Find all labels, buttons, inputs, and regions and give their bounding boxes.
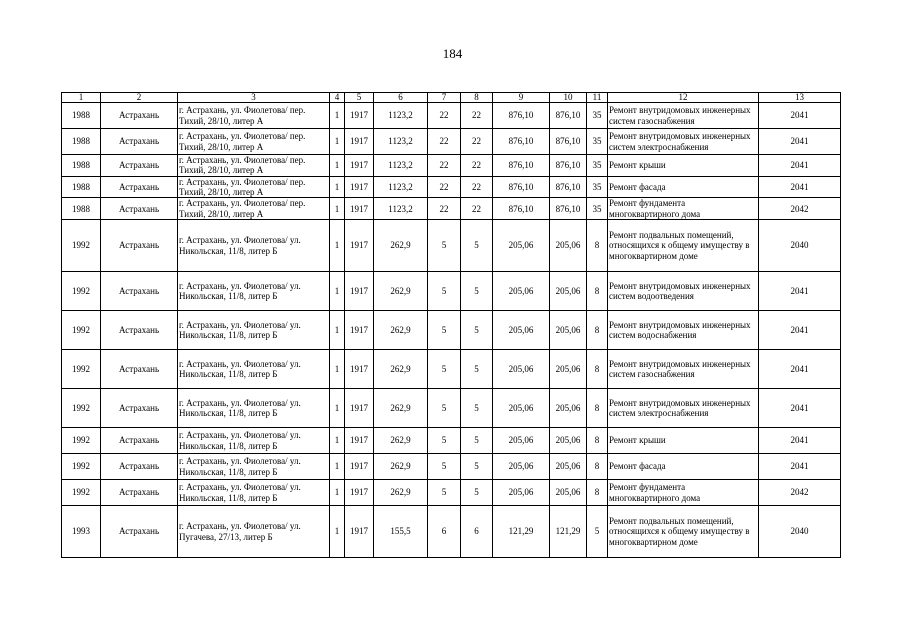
col4-cell: 1 xyxy=(330,103,345,129)
col8-cell: 22 xyxy=(461,129,493,155)
col4-cell: 1 xyxy=(330,428,345,454)
year-cell: 1917 xyxy=(345,428,374,454)
municipality-cell: Астрахань xyxy=(101,176,178,198)
work-type-cell: Ремонт внутридомовых инженерных систем газоснабжения xyxy=(608,103,759,129)
column-number-row xyxy=(62,93,841,103)
col4-cell: 1 xyxy=(330,272,345,311)
col10-cell: 876,10 xyxy=(550,198,587,220)
col9-cell: 205,06 xyxy=(493,428,550,454)
col9-cell: 205,06 xyxy=(493,220,550,272)
municipality-cell: Астрахань xyxy=(101,480,178,506)
col4-cell: 1 xyxy=(330,506,345,558)
col4-cell: 1 xyxy=(330,198,345,220)
column-header: 12 xyxy=(608,93,759,103)
col8-cell: 6 xyxy=(461,506,493,558)
planned-year-cell: 2041 xyxy=(759,103,841,129)
col8-cell: 5 xyxy=(461,220,493,272)
col10-cell: 876,10 xyxy=(550,103,587,129)
col8-cell: 22 xyxy=(461,198,493,220)
col7-cell: 5 xyxy=(428,480,461,506)
municipality-cell: Астрахань xyxy=(101,311,178,350)
address-cell: г. Астрахань, ул. Фиолетова/ ул. Никольская, 11/8, литер Б xyxy=(178,220,330,272)
address-cell: г. Астрахань, ул. Фиолетова/ ул. Никольская, 11/8, литер Б xyxy=(178,311,330,350)
col8-cell: 5 xyxy=(461,428,493,454)
col4-cell: 1 xyxy=(330,176,345,198)
year-cell: 1917 xyxy=(345,103,374,129)
col7-cell: 22 xyxy=(428,198,461,220)
address-cell: г. Астрахань, ул. Фиолетова/ ул. Никольская, 11/8, литер Б xyxy=(178,454,330,480)
area-cell: 262,9 xyxy=(374,311,428,350)
col9-cell: 205,06 xyxy=(493,272,550,311)
col10-cell: 205,06 xyxy=(550,389,587,428)
record-number-cell: 1988 xyxy=(62,129,101,155)
year-cell: 1917 xyxy=(345,480,374,506)
municipality-cell: Астрахань xyxy=(101,389,178,428)
column-header: 13 xyxy=(759,93,841,103)
work-type-cell: Ремонт фасада xyxy=(608,176,759,198)
planned-year-cell: 2041 xyxy=(759,350,841,389)
col7-cell: 22 xyxy=(428,129,461,155)
col9-cell: 205,06 xyxy=(493,454,550,480)
col7-cell: 5 xyxy=(428,389,461,428)
address-cell: г. Астрахань, ул. Фиолетова/ ул. Пугачева, 27/13, литер Б xyxy=(178,506,330,558)
work-type-cell: Ремонт крыши xyxy=(608,155,759,177)
address-cell: г. Астрахань, ул. Фиолетова/ ул. Никольская, 11/8, литер Б xyxy=(178,389,330,428)
year-cell: 1917 xyxy=(345,176,374,198)
col11-cell: 35 xyxy=(587,155,608,177)
table-row xyxy=(62,103,841,129)
col9-cell: 205,06 xyxy=(493,311,550,350)
year-cell: 1917 xyxy=(345,198,374,220)
col9-cell: 205,06 xyxy=(493,350,550,389)
address-cell: г. Астрахань, ул. Фиолетова/ пер. Тихий, 28/10, литер А xyxy=(178,155,330,177)
area-cell: 1123,2 xyxy=(374,198,428,220)
municipality-cell: Астрахань xyxy=(101,155,178,177)
record-number-cell: 1992 xyxy=(62,389,101,428)
year-cell: 1917 xyxy=(345,129,374,155)
table-row xyxy=(62,428,841,454)
area-cell: 262,9 xyxy=(374,350,428,389)
column-header: 6 xyxy=(374,93,428,103)
year-cell: 1917 xyxy=(345,220,374,272)
address-cell: г. Астрахань, ул. Фиолетова/ ул. Никольская, 11/8, литер Б xyxy=(178,480,330,506)
address-cell: г. Астрахань, ул. Фиолетова/ пер. Тихий, 28/10, литер А xyxy=(178,176,330,198)
area-cell: 262,9 xyxy=(374,220,428,272)
col7-cell: 5 xyxy=(428,272,461,311)
page-number: 184 xyxy=(442,46,463,61)
work-type-cell: Ремонт подвальных помещений, относящихся к общему имуществу в многоквартирном доме xyxy=(608,220,759,272)
col10-cell: 205,06 xyxy=(550,480,587,506)
planned-year-cell: 2041 xyxy=(759,155,841,177)
col7-cell: 22 xyxy=(428,176,461,198)
work-type-cell: Ремонт фасада xyxy=(608,454,759,480)
col11-cell: 35 xyxy=(587,103,608,129)
col8-cell: 22 xyxy=(461,176,493,198)
col9-cell: 205,06 xyxy=(493,389,550,428)
table-row xyxy=(62,176,841,198)
col7-cell: 22 xyxy=(428,103,461,129)
area-cell: 1123,2 xyxy=(374,103,428,129)
year-cell: 1917 xyxy=(345,454,374,480)
record-number-cell: 1992 xyxy=(62,272,101,311)
year-cell: 1917 xyxy=(345,506,374,558)
col9-cell: 876,10 xyxy=(493,103,550,129)
planned-year-cell: 2042 xyxy=(759,480,841,506)
record-number-cell: 1992 xyxy=(62,350,101,389)
col4-cell: 1 xyxy=(330,155,345,177)
planned-year-cell: 2041 xyxy=(759,389,841,428)
planned-year-cell: 2040 xyxy=(759,506,841,558)
col10-cell: 205,06 xyxy=(550,428,587,454)
municipality-cell: Астрахань xyxy=(101,129,178,155)
year-cell: 1917 xyxy=(345,389,374,428)
planned-year-cell: 2041 xyxy=(759,311,841,350)
work-type-cell: Ремонт фундамента многоквартирного дома xyxy=(608,480,759,506)
planned-year-cell: 2041 xyxy=(759,428,841,454)
table-row xyxy=(62,506,841,558)
work-type-cell: Ремонт внутридомовых инженерных систем электроснабжения xyxy=(608,389,759,428)
municipality-cell: Астрахань xyxy=(101,454,178,480)
col10-cell: 205,06 xyxy=(550,311,587,350)
year-cell: 1917 xyxy=(345,155,374,177)
table-row xyxy=(62,480,841,506)
record-number-cell: 1992 xyxy=(62,311,101,350)
col11-cell: 8 xyxy=(587,389,608,428)
col7-cell: 5 xyxy=(428,311,461,350)
col10-cell: 876,10 xyxy=(550,155,587,177)
record-number-cell: 1992 xyxy=(62,480,101,506)
column-header: 1 xyxy=(62,93,101,103)
record-number-cell: 1988 xyxy=(62,155,101,177)
planned-year-cell: 2041 xyxy=(759,272,841,311)
work-type-cell: Ремонт внутридомовых инженерных систем электроснабжения xyxy=(608,129,759,155)
address-cell: г. Астрахань, ул. Фиолетова/ ул. Никольская, 11/8, литер Б xyxy=(178,272,330,311)
col10-cell: 121,29 xyxy=(550,506,587,558)
record-number-cell: 1988 xyxy=(62,103,101,129)
address-cell: г. Астрахань, ул. Фиолетова/ пер. Тихий, 28/10, литер А xyxy=(178,103,330,129)
year-cell: 1917 xyxy=(345,311,374,350)
col7-cell: 6 xyxy=(428,506,461,558)
year-cell: 1917 xyxy=(345,350,374,389)
municipality-cell: Астрахань xyxy=(101,198,178,220)
col4-cell: 1 xyxy=(330,220,345,272)
column-header: 2 xyxy=(101,93,178,103)
municipality-cell: Астрахань xyxy=(101,272,178,311)
municipality-cell: Астрахань xyxy=(101,350,178,389)
col8-cell: 5 xyxy=(461,311,493,350)
col11-cell: 5 xyxy=(587,506,608,558)
planned-year-cell: 2040 xyxy=(759,220,841,272)
col10-cell: 205,06 xyxy=(550,454,587,480)
col7-cell: 5 xyxy=(428,350,461,389)
col9-cell: 876,10 xyxy=(493,176,550,198)
col8-cell: 5 xyxy=(461,480,493,506)
table-row xyxy=(62,454,841,480)
work-type-cell: Ремонт фундамента многоквартирного дома xyxy=(608,198,759,220)
col4-cell: 1 xyxy=(330,454,345,480)
col10-cell: 205,06 xyxy=(550,272,587,311)
table-row xyxy=(62,129,841,155)
col4-cell: 1 xyxy=(330,129,345,155)
col7-cell: 5 xyxy=(428,220,461,272)
municipality-cell: Астрахань xyxy=(101,428,178,454)
record-number-cell: 1992 xyxy=(62,454,101,480)
col10-cell: 876,10 xyxy=(550,176,587,198)
col4-cell: 1 xyxy=(330,480,345,506)
col11-cell: 8 xyxy=(587,311,608,350)
col10-cell: 205,06 xyxy=(550,350,587,389)
column-header: 11 xyxy=(587,93,608,103)
planned-year-cell: 2041 xyxy=(759,454,841,480)
column-header: 3 xyxy=(178,93,330,103)
col4-cell: 1 xyxy=(330,311,345,350)
municipality-cell: Астрахань xyxy=(101,506,178,558)
col9-cell: 876,10 xyxy=(493,155,550,177)
area-cell: 262,9 xyxy=(374,272,428,311)
column-header: 10 xyxy=(550,93,587,103)
planned-year-cell: 2041 xyxy=(759,176,841,198)
work-type-cell: Ремонт подвальных помещений, относящихся к общему имуществу в многоквартирном доме xyxy=(608,506,759,558)
area-cell: 1123,2 xyxy=(374,129,428,155)
col7-cell: 5 xyxy=(428,428,461,454)
column-header: 7 xyxy=(428,93,461,103)
col8-cell: 5 xyxy=(461,389,493,428)
record-number-cell: 1988 xyxy=(62,198,101,220)
table-row xyxy=(62,350,841,389)
record-number-cell: 1993 xyxy=(62,506,101,558)
col11-cell: 8 xyxy=(587,350,608,389)
record-number-cell: 1988 xyxy=(62,176,101,198)
table-row xyxy=(62,198,841,220)
municipality-cell: Астрахань xyxy=(101,103,178,129)
area-cell: 262,9 xyxy=(374,389,428,428)
area-cell: 155,5 xyxy=(374,506,428,558)
area-cell: 262,9 xyxy=(374,480,428,506)
col4-cell: 1 xyxy=(330,389,345,428)
year-cell: 1917 xyxy=(345,272,374,311)
work-type-cell: Ремонт крыши xyxy=(608,428,759,454)
area-cell: 262,9 xyxy=(374,454,428,480)
col8-cell: 5 xyxy=(461,350,493,389)
col11-cell: 8 xyxy=(587,428,608,454)
record-number-cell: 1992 xyxy=(62,220,101,272)
col9-cell: 121,29 xyxy=(493,506,550,558)
column-header: 5 xyxy=(345,93,374,103)
col11-cell: 35 xyxy=(587,198,608,220)
address-cell: г. Астрахань, ул. Фиолетова/ пер. Тихий, 28/10, литер А xyxy=(178,198,330,220)
table-row xyxy=(62,311,841,350)
col10-cell: 205,06 xyxy=(550,220,587,272)
col8-cell: 22 xyxy=(461,103,493,129)
col7-cell: 22 xyxy=(428,155,461,177)
col8-cell: 22 xyxy=(461,155,493,177)
col9-cell: 876,10 xyxy=(493,129,550,155)
col11-cell: 35 xyxy=(587,129,608,155)
col11-cell: 8 xyxy=(587,480,608,506)
col9-cell: 205,06 xyxy=(493,480,550,506)
col11-cell: 8 xyxy=(587,272,608,311)
table-row xyxy=(62,220,841,272)
column-header: 9 xyxy=(493,93,550,103)
column-header: 8 xyxy=(461,93,493,103)
area-cell: 1123,2 xyxy=(374,176,428,198)
col11-cell: 8 xyxy=(587,220,608,272)
work-type-cell: Ремонт внутридомовых инженерных систем газоснабжения xyxy=(608,350,759,389)
municipality-cell: Астрахань xyxy=(101,220,178,272)
col11-cell: 35 xyxy=(587,176,608,198)
col8-cell: 5 xyxy=(461,272,493,311)
planned-year-cell: 2041 xyxy=(759,129,841,155)
table-row xyxy=(62,155,841,177)
address-cell: г. Астрахань, ул. Фиолетова/ пер. Тихий, 28/10, литер А xyxy=(178,129,330,155)
area-cell: 262,9 xyxy=(374,428,428,454)
registry-table xyxy=(61,92,841,558)
col10-cell: 876,10 xyxy=(550,129,587,155)
work-type-cell: Ремонт внутридомовых инженерных систем водоснабжения xyxy=(608,311,759,350)
col4-cell: 1 xyxy=(330,350,345,389)
col11-cell: 8 xyxy=(587,454,608,480)
planned-year-cell: 2042 xyxy=(759,198,841,220)
address-cell: г. Астрахань, ул. Фиолетова/ ул. Никольская, 11/8, литер Б xyxy=(178,428,330,454)
col7-cell: 5 xyxy=(428,454,461,480)
table-row xyxy=(62,389,841,428)
column-header: 4 xyxy=(330,93,345,103)
record-number-cell: 1992 xyxy=(62,428,101,454)
area-cell: 1123,2 xyxy=(374,155,428,177)
table-row xyxy=(62,272,841,311)
address-cell: г. Астрахань, ул. Фиолетова/ ул. Никольская, 11/8, литер Б xyxy=(178,350,330,389)
col8-cell: 5 xyxy=(461,454,493,480)
work-type-cell: Ремонт внутридомовых инженерных систем водоотведения xyxy=(608,272,759,311)
col9-cell: 876,10 xyxy=(493,198,550,220)
